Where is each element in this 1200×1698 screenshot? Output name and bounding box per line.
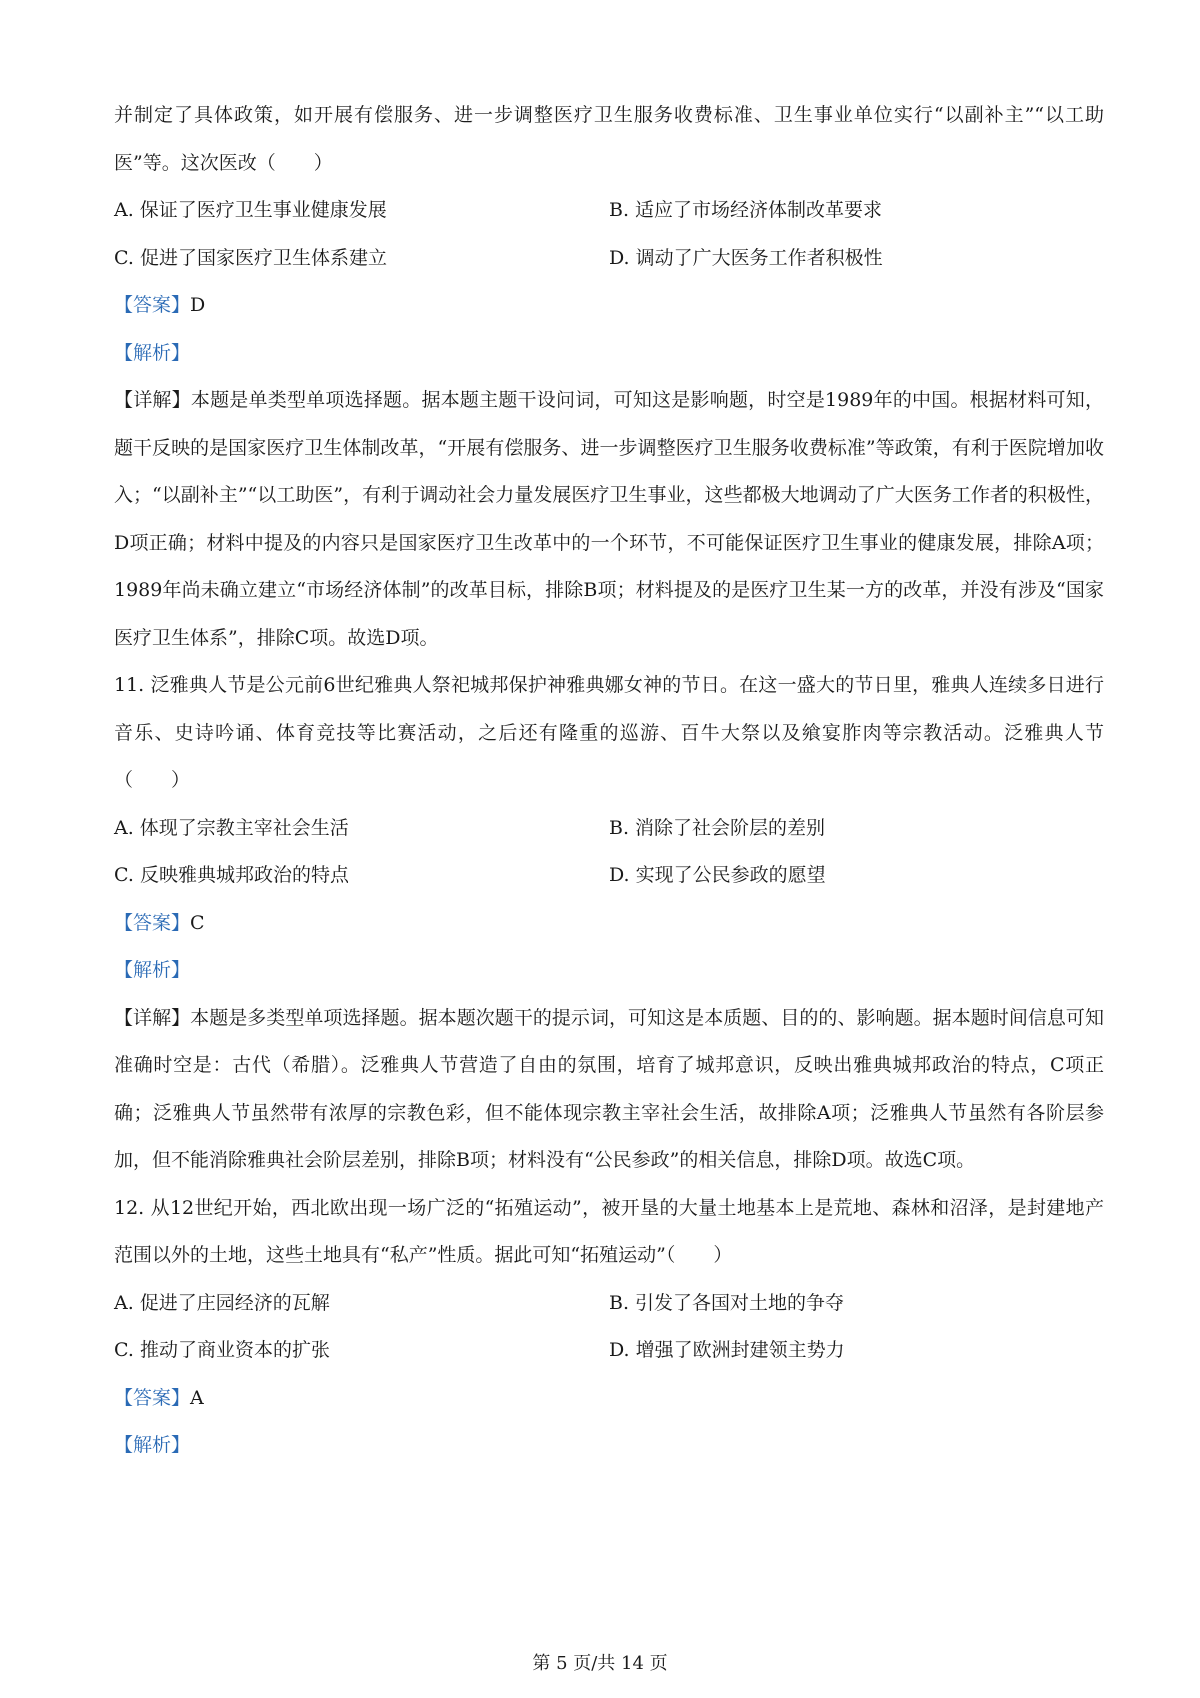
q10-detail: [114, 377, 1104, 662]
page-footer: [0, 1652, 1200, 1676]
q12-option-a: A. 促进了庄园经济的瓦解: [114, 1291, 330, 1314]
q11-detail-text: 本题是多类型单项选择题。据本题次题干的提示词，可知这是本质题、目的的、影响题。据本题时间信息可知准确时空是：古代（希腊）。泛雅典人节营造了自由的氛围，培育了城邦意识，反映出雅典城邦政治的特点，C项正确；泛雅典人节虽然带有浓厚的宗教色彩，但不能体现宗教主宰社会生活，故排除A项；泛雅典人节虽然有各阶层参加，但不能消除雅典社会阶层差别，排除B项；材料没有“公民参政”的相关信息，排除D项。故选C项。: [114, 1006, 1104, 1171]
q11-detail-tag: 【详解】: [114, 1006, 191, 1029]
page-content: [114, 92, 1104, 1470]
q11-option-b: B. 消除了社会阶层的差别: [609, 816, 826, 839]
q12-analysis-tag: 【解析】: [114, 1434, 191, 1456]
q10-stem: 并制定了具体政策，如开展有偿服务、进一步调整医疗卫生服务收费标准、卫生事业单位实行“以副补主”“以工助医”等。这次医改（ ）: [114, 104, 1104, 174]
q11-analysis-tag: 【解析】: [114, 959, 191, 981]
q10-detail-tag: 【详解】: [114, 389, 191, 411]
q11-options-row-1: [114, 805, 1104, 853]
q12-option-c: C. 推动了商业资本的扩张: [114, 1339, 330, 1361]
q10-analysis-tag: 【解析】: [114, 341, 191, 364]
q12-analysis-line: [114, 1422, 1104, 1470]
q12-options-row-1: [114, 1280, 1104, 1328]
q10-options-row-2: [114, 235, 1104, 283]
q12-options-row-2: [114, 1327, 1104, 1375]
q11-option-d: D. 实现了公民参政的愿望: [609, 864, 826, 886]
q10-option-a: A. 保证了医疗卫生事业健康发展: [114, 199, 387, 221]
q11-analysis-line: [114, 947, 1104, 995]
q11-detail: [114, 995, 1104, 1185]
q12-answer-tag: 【答案】: [114, 1386, 191, 1409]
q12-stem: 12. 从12世纪开始，西北欧出现一场广泛的“拓殖运动”，被开垦的大量土地基本上是荒地、森林和沼泽，是封建地产范围以外的土地，这些土地具有“私产”性质。据此可知“拓殖运动”（ ）: [114, 1196, 1104, 1266]
q10-answer: D: [190, 294, 206, 316]
q12-option-d: D. 增强了欧洲封建领主势力: [609, 1339, 845, 1361]
q10-analysis-line: [114, 330, 1104, 378]
q10-answer-tag: 【答案】: [114, 294, 191, 316]
q12-answer-line: [114, 1375, 1104, 1423]
q10-options-row-1: [114, 187, 1104, 235]
q10-detail-text: 本题是单类型单项选择题。据本题主题干设问词，可知这是影响题，时空是1989年的中国。根据材料可知，题干反映的是国家医疗卫生体制改革，“开展有偿服务、进一步调整医疗卫生服务收费标准”等政策，有利于医院增加收入；“以副补主”“以工助医”，有利于调动社会力量发展医疗卫生事业，这些都极大地调动了广大医务工作者的积极性，D项正确；材料中提及的内容只是国家医疗卫生改革中的一个环节，不可能保证医疗卫生事业的健康发展，排除A项；1989年尚未确立建立“市场经济体制”的改革目标，排除B项；材料提及的是医疗卫生某一方的改革，并没有涉及“国家医疗卫生体系”，排除C项。故选D项。: [114, 389, 1104, 649]
q11-answer-tag: 【答案】: [114, 911, 191, 934]
q11-option-c: C. 反映雅典城邦政治的特点: [114, 864, 349, 886]
q12-option-b: B. 引发了各国对土地的争夺: [609, 1291, 845, 1314]
q10-option-d: D. 调动了广大医务工作者积极性: [609, 246, 883, 269]
q12-answer: A: [190, 1386, 204, 1409]
q11-answer-line: [114, 900, 1104, 948]
q11-stem: 11. 泛雅典人节是公元前6世纪雅典人祭祀城邦保护神雅典娜女神的节日。在这一盛大的节日里，雅典人连续多日进行音乐、史诗吟诵、体育竞技等比赛活动，之后还有隆重的巡游、百牛大祭以及飨宴胙肉等宗教活动。泛雅典人节（ ）: [114, 674, 1104, 791]
q10-option-c: C. 促进了国家医疗卫生体系建立: [114, 246, 387, 269]
q10-option-b: B. 适应了市场经济体制改革要求: [609, 199, 883, 221]
q11-answer: C: [190, 911, 205, 934]
q10-answer-line: [114, 282, 1104, 330]
q11-option-a: A. 体现了宗教主宰社会生活: [114, 816, 349, 839]
q11-options-row-2: [114, 852, 1104, 900]
page-number: 第 5 页/共 14 页: [532, 1653, 668, 1674]
